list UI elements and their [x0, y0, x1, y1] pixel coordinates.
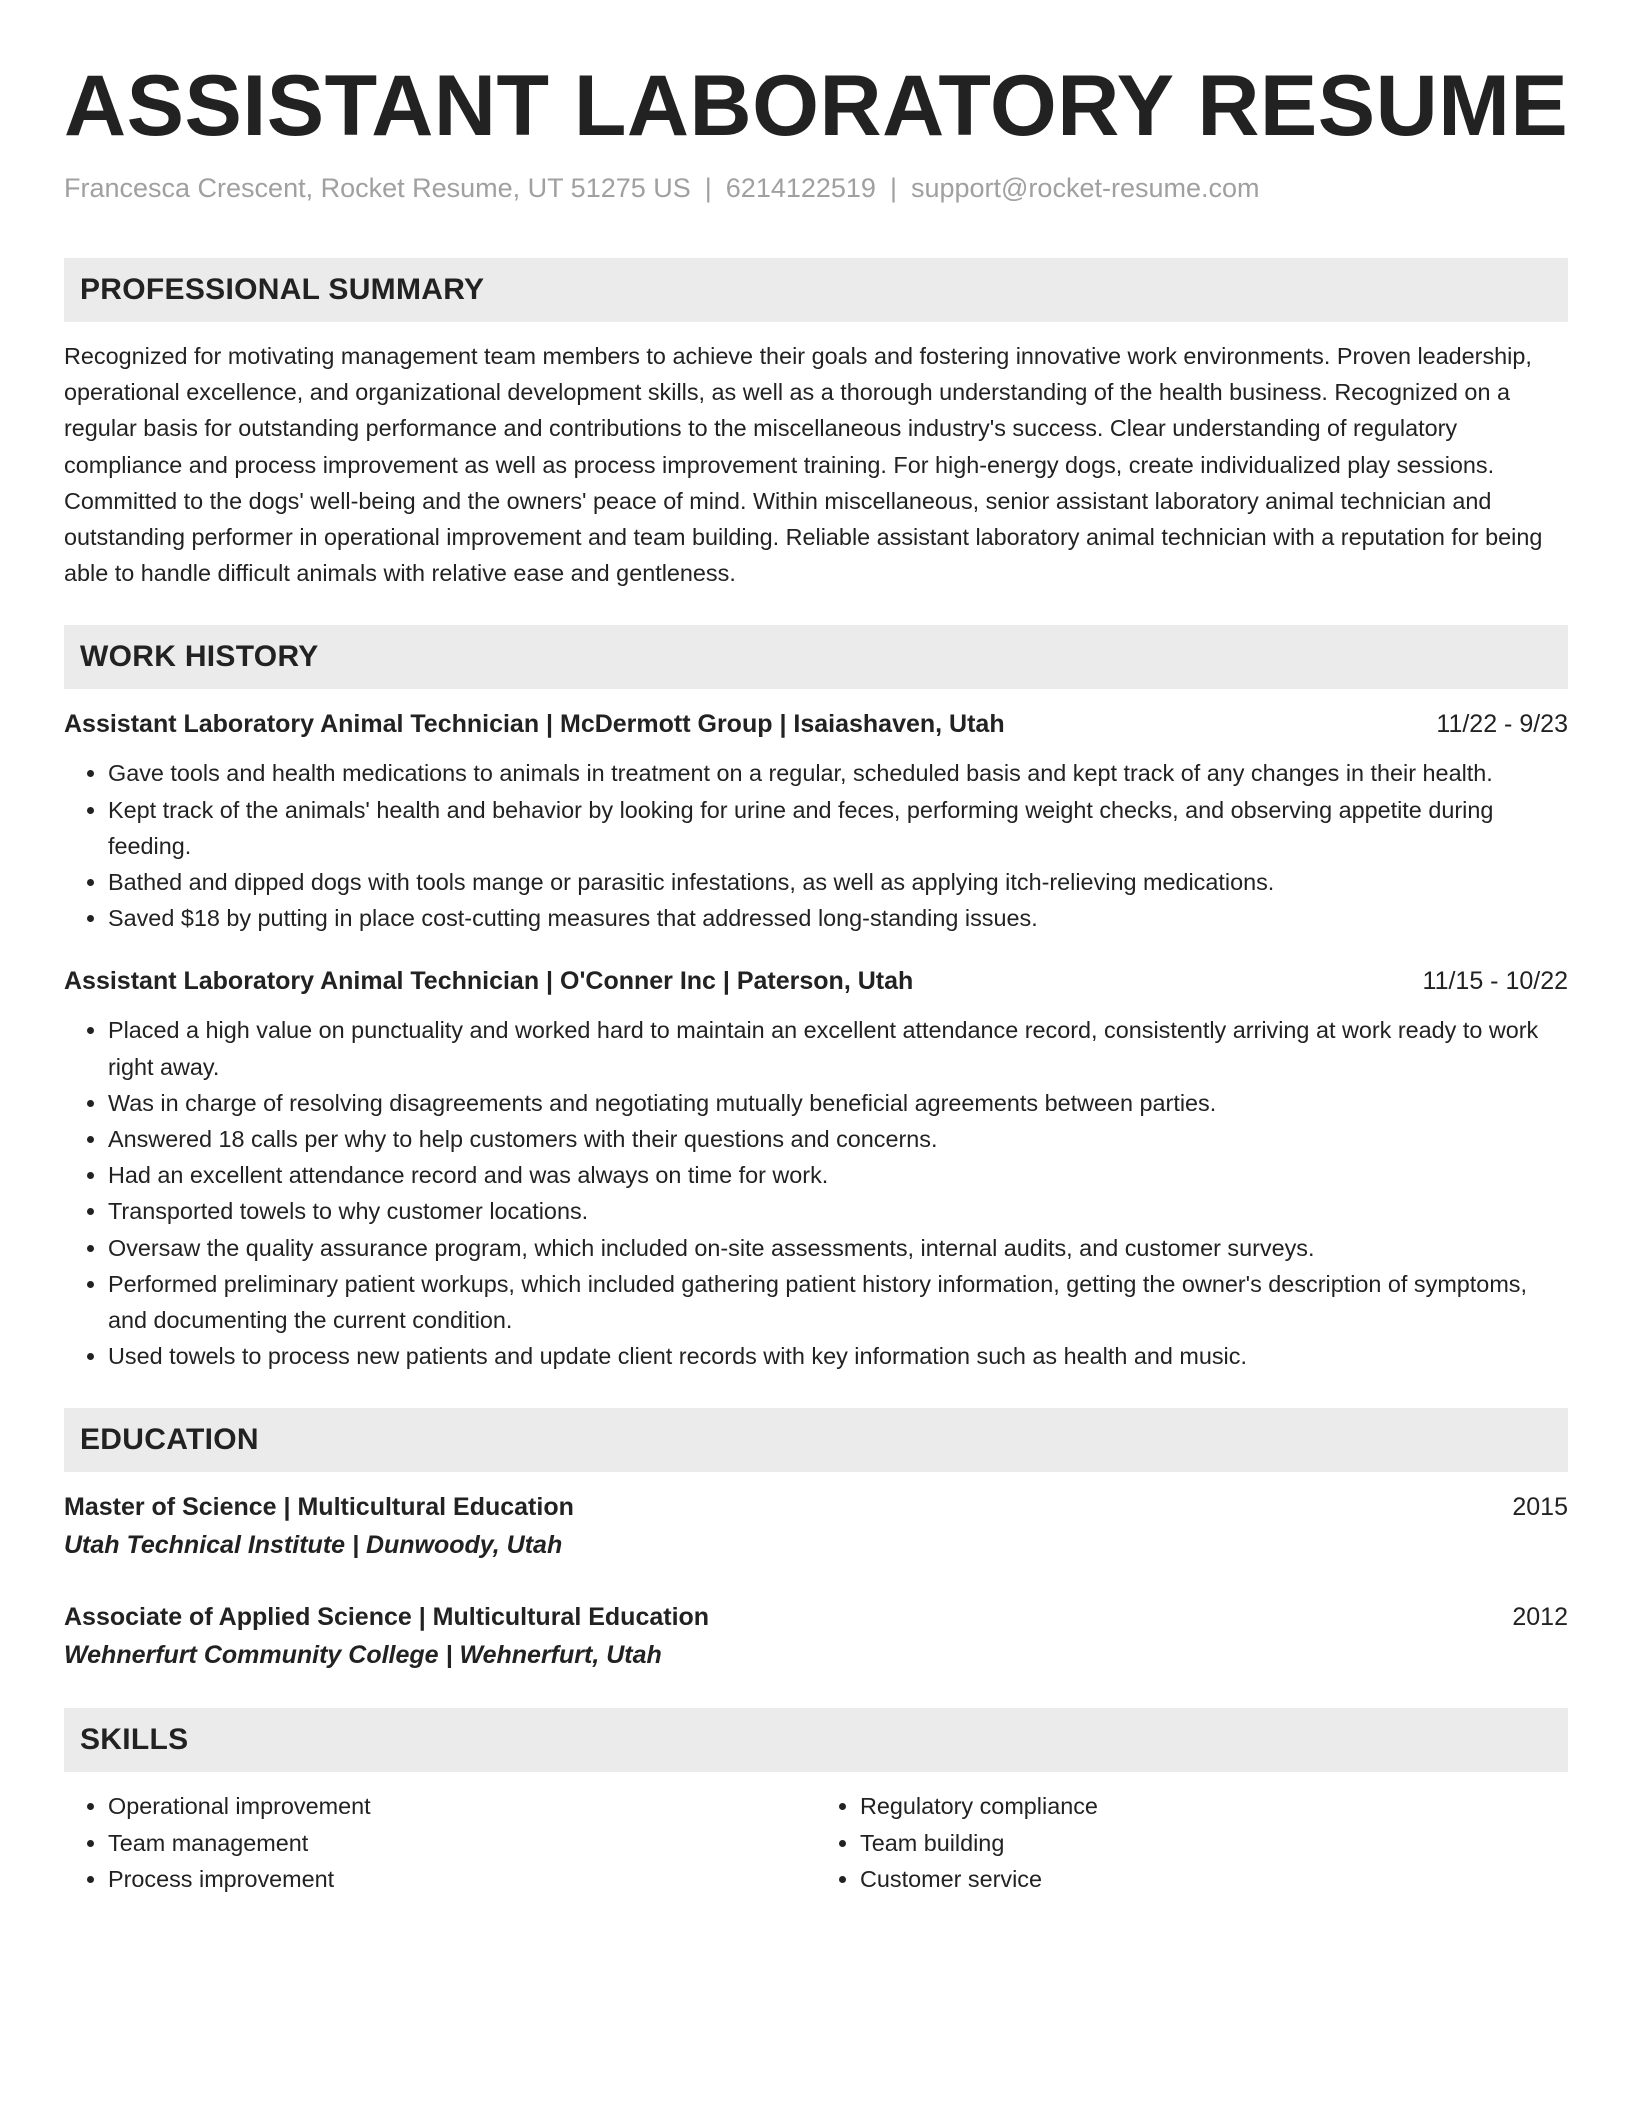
job-bullet: • Kept track of the animals' health and behavior by looking for urine and feces, performing weight checks, and observing appetite during feeding. [108, 792, 1568, 864]
contact-address: Francesca Crescent, Rocket Resume, UT 51275 US [64, 173, 691, 203]
job-bullet: • Performed preliminary patient workups, which included gathering patient history information, getting the owner's description of symptoms, and documenting the current condition. [108, 1266, 1568, 1338]
job-bullets [64, 1012, 1568, 1374]
work-history-section [64, 625, 1568, 1374]
job-entry [64, 962, 1568, 1374]
job-dates: 11/15 - 10/22 [1422, 967, 1568, 996]
contact-email: support@rocket-resume.com [910, 173, 1260, 203]
education-degree: Associate of Applied Science | Multicultural Education [64, 1603, 710, 1632]
job-bullet: • Answered 18 calls per why to help customers with their questions and concerns. [108, 1121, 1568, 1157]
job-title: Assistant Laboratory Animal Technician | O'Conner Inc | Paterson, Utah [64, 967, 914, 996]
education-year: 2012 [1512, 1603, 1568, 1632]
skill-item: • Regulatory compliance [860, 1788, 1568, 1824]
job-header [64, 962, 1568, 1000]
education-entry [64, 1598, 1568, 1674]
skills-grid [64, 1788, 1568, 1897]
job-bullet: • Gave tools and health medications to animals in treatment on a regular, scheduled basis and kept track of any changes in their health. [108, 755, 1568, 791]
education-heading: EDUCATION [64, 1408, 1568, 1472]
education-school: Utah Technical Institute | Dunwoody, Utah [64, 1531, 563, 1560]
education-header [64, 1598, 1568, 1636]
skill-item: • Team building [860, 1825, 1568, 1861]
summary-section [64, 258, 1568, 591]
skills-column-left [64, 1788, 816, 1897]
skills-column-right [816, 1788, 1568, 1897]
skill-item: • Process improvement [108, 1861, 816, 1897]
summary-text: Recognized for motivating management team members to achieve their goals and fostering innovative work environments. Proven leadership, operational excellence, and organizational development skills, as well as a thorough understanding of the health business. Recognized on a regular basis for outstanding performance and contributions to the miscellaneous industry's success. Clear understanding of regulatory compliance and process improvement as well as process improvement training. For high-energy dogs, create individualized play sessions. Committed to the dogs' well-being and the owners' peace of mind. Within miscellaneous, senior assistant laboratory animal technician and outstanding performer in operational improvement and team building. Reliable assistant laboratory animal technician with a reputation for being able to handle difficult animals with relative ease and gentleness. [64, 343, 1543, 587]
education-entry [64, 1488, 1568, 1564]
job-header [64, 705, 1568, 743]
skill-item: • Operational improvement [108, 1788, 816, 1824]
job-bullet: • Placed a high value on punctuality and worked hard to maintain an excellent attendance record, consistently arriving at work ready to work right away. [108, 1012, 1568, 1084]
skills-section [64, 1708, 1568, 1897]
job-dates: 11/22 - 9/23 [1436, 710, 1568, 739]
skill-item: • Customer service [860, 1861, 1568, 1897]
education-header [64, 1488, 1568, 1526]
contact-line [64, 170, 1568, 206]
resume-title: ASSISTANT LABORATORY RESUME [64, 58, 1569, 154]
job-title: Assistant Laboratory Animal Technician | McDermott Group | Isaiashaven, Utah [64, 710, 1005, 739]
education-section [64, 1408, 1568, 1674]
education-school: Wehnerfurt Community College | Wehnerfurt, Utah [64, 1641, 662, 1670]
job-bullet: • Was in charge of resolving disagreements and negotiating mutually beneficial agreements between parties. [108, 1085, 1568, 1121]
job-entry [64, 705, 1568, 936]
work-history-heading: WORK HISTORY [64, 625, 1568, 689]
job-bullet: • Oversaw the quality assurance program, which included on-site assessments, internal audits, and customer surveys. [108, 1230, 1568, 1266]
contact-separator: | [704, 173, 712, 203]
education-degree: Master of Science | Multicultural Education [64, 1493, 574, 1522]
skill-item: • Team management [108, 1825, 816, 1861]
job-bullet: • Bathed and dipped dogs with tools mange or parasitic infestations, as well as applying itch-relieving medications. [108, 864, 1568, 900]
job-bullet: • Had an excellent attendance record and was always on time for work. [108, 1157, 1568, 1193]
contact-phone: 6214122519 [725, 173, 876, 203]
summary-heading: PROFESSIONAL SUMMARY [64, 258, 1568, 322]
education-year: 2015 [1512, 1493, 1568, 1522]
contact-separator: | [889, 173, 897, 203]
job-bullet: • Saved $18 by putting in place cost-cutting measures that addressed long-standing issues. [108, 900, 1568, 936]
job-bullet: • Transported towels to why customer locations. [108, 1193, 1568, 1229]
skills-heading: SKILLS [64, 1708, 1568, 1772]
job-bullets [64, 755, 1568, 936]
job-bullet: • Used towels to process new patients and update client records with key information such as health and music. [108, 1338, 1568, 1374]
